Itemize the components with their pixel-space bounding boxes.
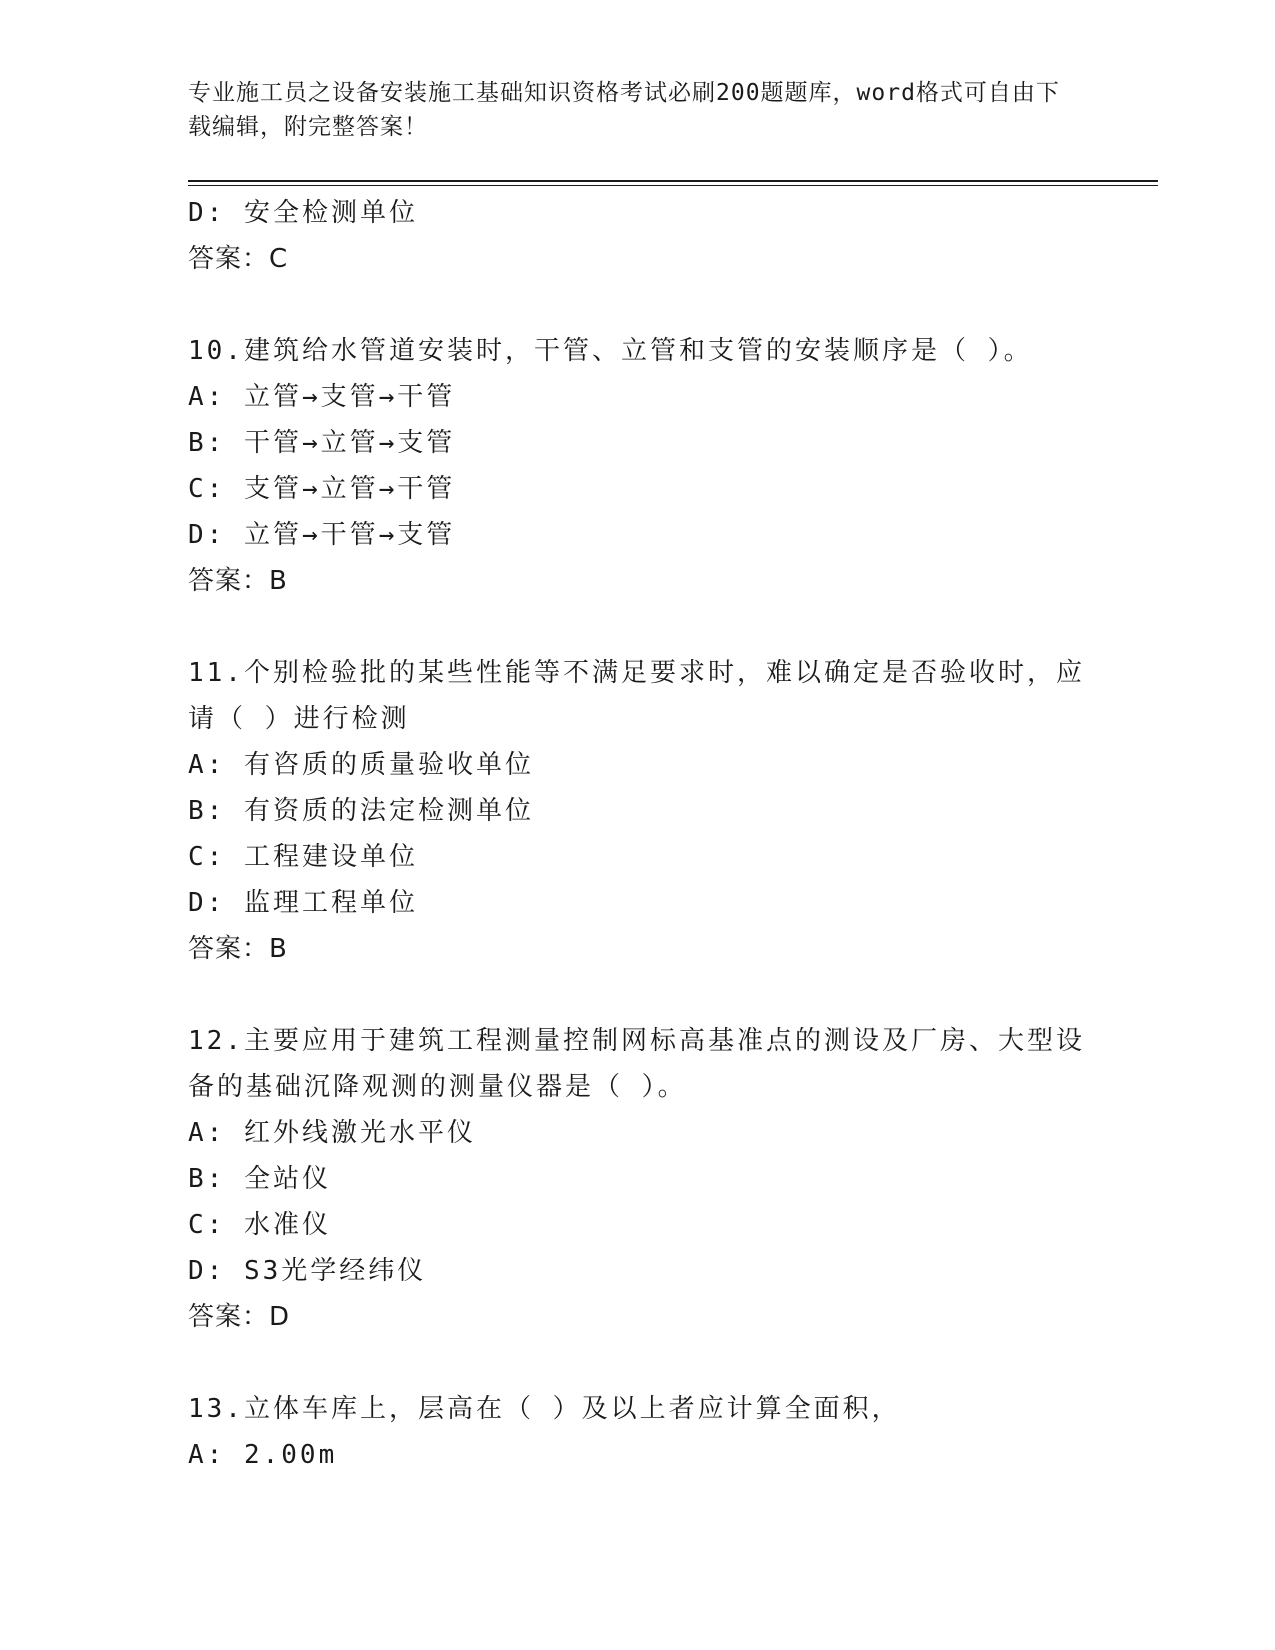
prev-answer: 答案：C xyxy=(188,244,289,274)
option-c: C: 水准仪 xyxy=(188,1210,331,1240)
option-d: D: 立管→干管→支管 xyxy=(188,520,456,550)
question-block xyxy=(188,328,1088,604)
document-header xyxy=(188,76,1068,144)
answer-line: 答案：B xyxy=(188,566,288,596)
option-a: A: 立管→支管→干管 xyxy=(188,382,456,412)
option-a: A: 红外线激光水平仪 xyxy=(188,1118,476,1148)
answer-line: 答案：D xyxy=(188,1302,291,1332)
prev-option-d: D: 安全检测单位 xyxy=(188,198,418,228)
question-stem: 10.建筑给水管道安装时，干管、立管和支管的安装顺序是（ ）。 xyxy=(188,336,1033,366)
option-a: A: 2.00m xyxy=(188,1440,338,1470)
question-stem: 11.个别检验批的某些性能等不满足要求时，难以确定是否验收时，应请（ ）进行检测 xyxy=(188,658,1085,734)
option-c: C: 支管→立管→干管 xyxy=(188,474,456,504)
option-a: A: 有咨质的质量验收单位 xyxy=(188,750,534,780)
question-block xyxy=(188,650,1088,972)
option-b: B: 全站仪 xyxy=(188,1164,331,1194)
option-c: C: 工程建设单位 xyxy=(188,842,418,872)
spacer xyxy=(188,604,1088,650)
question-block xyxy=(188,1386,1088,1478)
question-content xyxy=(188,190,1088,1478)
header-divider-thin xyxy=(188,185,1158,186)
spacer xyxy=(188,972,1088,1018)
answer-line: 答案：B xyxy=(188,934,288,964)
option-d: D: S3光学经纬仪 xyxy=(188,1256,427,1286)
option-b: B: 有资质的法定检测单位 xyxy=(188,796,534,826)
question-stem: 13.立体车库上，层高在（ ）及以上者应计算全面积， xyxy=(188,1394,901,1424)
header-divider-thick xyxy=(188,180,1158,182)
spacer xyxy=(188,282,1088,328)
header-text: 专业施工员之设备安装施工基础知识资格考试必刷200题题库，word格式可自由下载编辑，附完整答案！ xyxy=(188,80,1060,140)
spacer xyxy=(188,1340,1088,1386)
option-b: B: 干管→立管→支管 xyxy=(188,428,456,458)
option-d: D: 监理工程单位 xyxy=(188,888,418,918)
question-stem: 12.主要应用于建筑工程测量控制网标高基准点的测设及厂房、大型设备的基础沉降观测的测量仪器是（ ）。 xyxy=(188,1026,1085,1102)
question-block xyxy=(188,1018,1088,1340)
